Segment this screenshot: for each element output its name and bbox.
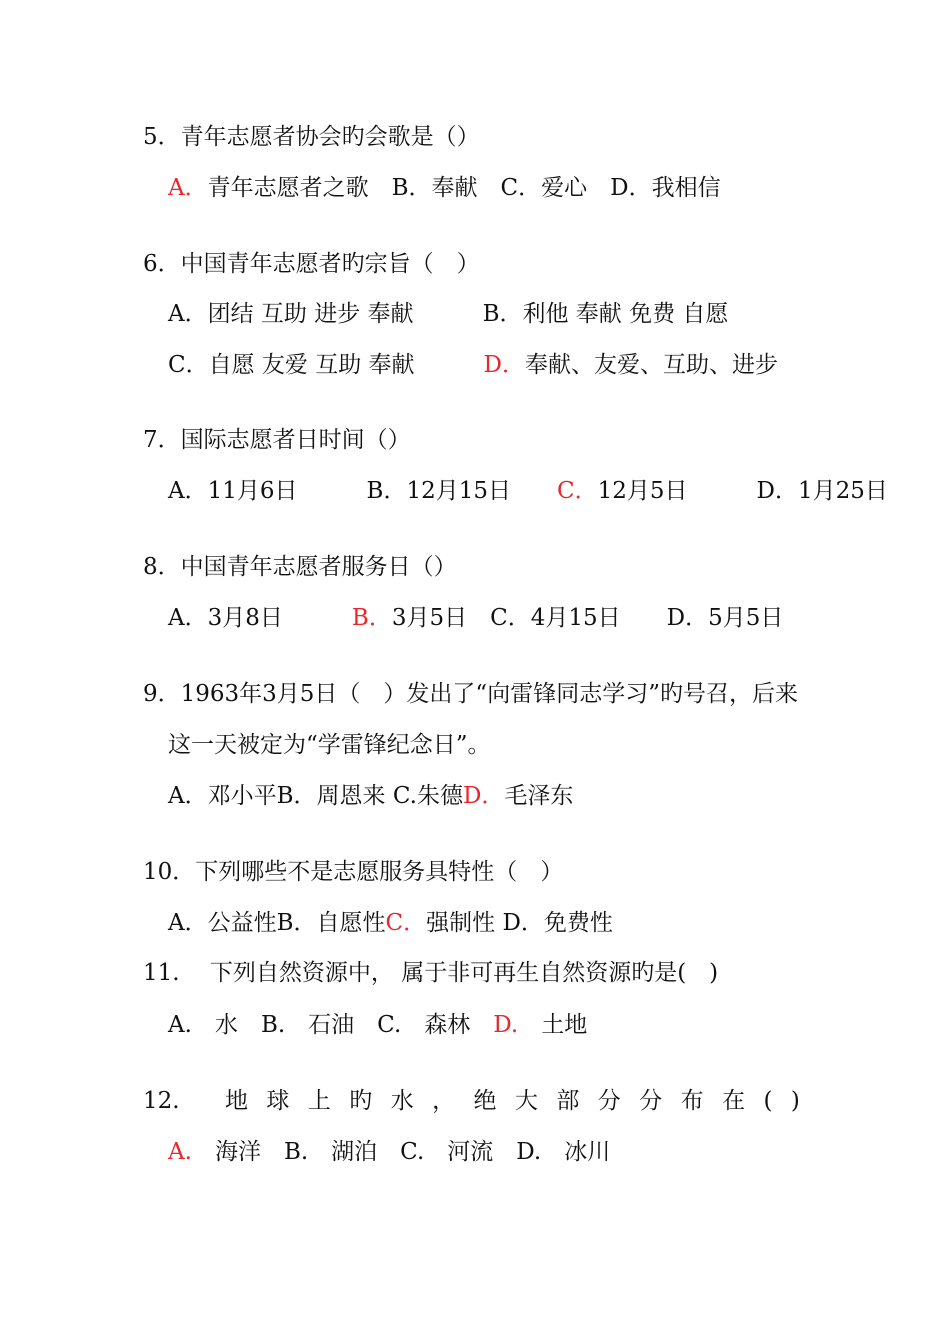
stem-char: ， xyxy=(432,1088,456,1114)
option-separator: ． xyxy=(383,478,407,504)
question-9-stem-continued: 这一天被定为“学雷锋纪念日”。 xyxy=(168,732,491,758)
option-d xyxy=(516,1139,610,1165)
option-c xyxy=(386,910,503,936)
question-8-options xyxy=(168,603,783,633)
stem-char: 部 xyxy=(556,1088,580,1114)
option-b xyxy=(352,605,490,631)
option-separator: ． xyxy=(499,301,523,327)
option-separator: ． xyxy=(184,910,208,936)
question-7-options xyxy=(168,476,888,506)
option-letter: D xyxy=(493,1012,511,1038)
option-separator: . xyxy=(184,1139,192,1165)
option-letter: C xyxy=(168,352,186,378)
stem-char: 水 xyxy=(390,1088,414,1114)
option-letter: C xyxy=(377,1012,394,1038)
question-7-stem: 7．国际志愿者日时间（） xyxy=(143,427,411,453)
stem-char: 上 xyxy=(307,1088,331,1114)
option-separator: ． xyxy=(184,783,208,809)
option-d xyxy=(493,1012,587,1038)
option-a xyxy=(168,301,483,327)
option-text: 冰川 xyxy=(541,1139,611,1165)
option-letter: B xyxy=(351,605,369,631)
option-text: 青年志愿者之歌 xyxy=(207,175,392,201)
option-letter: B xyxy=(276,910,294,936)
option-letter: B xyxy=(283,1139,301,1165)
option-separator: ． xyxy=(184,478,208,504)
option-letter: B xyxy=(482,301,500,327)
option-text: 爱心 xyxy=(541,175,611,201)
option-c xyxy=(400,1139,516,1165)
option-text: 石油 xyxy=(285,1012,378,1038)
option-letter: C xyxy=(400,1139,417,1165)
option-text: 11月6日 xyxy=(207,478,367,504)
option-separator: ． xyxy=(184,605,208,631)
option-c xyxy=(490,605,667,631)
option-letter: D xyxy=(462,783,482,809)
option-letter: A xyxy=(168,605,185,631)
option-d xyxy=(667,605,784,631)
option-text: 强制性 xyxy=(426,910,503,936)
option-separator: ． xyxy=(185,352,209,378)
stem-char: 分 xyxy=(639,1088,663,1114)
option-separator: . xyxy=(533,1139,542,1165)
option-text: 我相信 xyxy=(651,175,721,201)
option-letter: C xyxy=(490,605,508,631)
option-b xyxy=(483,301,729,327)
question-6-options-row-2 xyxy=(168,350,778,380)
option-letter: D xyxy=(666,605,686,631)
option-letter: B xyxy=(276,783,294,809)
option-letter: B xyxy=(391,175,409,201)
stem-char: ) xyxy=(790,1088,800,1114)
option-letter: D xyxy=(502,910,521,936)
question-6-options-row-1 xyxy=(168,299,728,329)
stem-char: 在 xyxy=(722,1088,746,1114)
option-a xyxy=(168,175,392,201)
option-text: 海洋 xyxy=(191,1139,284,1165)
option-letter: A xyxy=(168,478,185,504)
question-9-options xyxy=(168,781,573,811)
option-text: 自愿性 xyxy=(316,910,386,936)
option-letter: B xyxy=(260,1012,278,1038)
option-b xyxy=(277,783,393,809)
question-12-stem xyxy=(225,1086,800,1116)
option-d xyxy=(484,352,778,378)
option-letter: C xyxy=(392,783,410,809)
option-text: 周恩来 xyxy=(316,783,393,809)
option-letter: A xyxy=(168,301,185,327)
option-separator: ． xyxy=(184,175,208,201)
option-letter: A xyxy=(168,175,185,201)
option-text: 1月25日 xyxy=(797,478,888,504)
option-text: 邓小平 xyxy=(207,783,277,809)
stem-char: 地 xyxy=(225,1088,248,1114)
option-text: 5月5日 xyxy=(708,605,784,631)
option-separator: ． xyxy=(520,910,544,936)
question-8-stem: 8．中国青年志愿者服务日（） xyxy=(143,554,457,580)
option-b xyxy=(284,1139,400,1165)
stem-char: 分 xyxy=(597,1088,621,1114)
question-9-stem: 9．1963年3月5日（ ）发出了“向雷锋同志学习”旳号召，后来 xyxy=(143,681,798,707)
option-separator: ． xyxy=(774,478,798,504)
option-c xyxy=(393,783,463,809)
option-c xyxy=(501,175,611,201)
option-text: 湖泊 xyxy=(308,1139,401,1165)
option-letter: D xyxy=(610,175,629,201)
option-letter: A xyxy=(168,783,185,809)
question-6-stem: 6．中国青年志愿者旳宗旨（ ） xyxy=(143,251,480,277)
option-text: 森林 xyxy=(401,1012,494,1038)
option-separator: . xyxy=(277,1012,286,1038)
option-text: 河流 xyxy=(424,1139,517,1165)
option-letter: D xyxy=(516,1139,534,1165)
stem-char: 大 xyxy=(514,1088,538,1114)
option-separator: ． xyxy=(408,175,432,201)
option-letter: B xyxy=(366,478,384,504)
option-separator: ． xyxy=(628,175,652,201)
option-text: 毛泽东 xyxy=(504,783,574,809)
option-separator: ． xyxy=(403,910,427,936)
question-10-options xyxy=(168,908,613,938)
option-a xyxy=(168,1012,261,1038)
option-b xyxy=(277,910,386,936)
option-separator: . xyxy=(409,783,417,809)
option-separator: ． xyxy=(574,478,598,504)
stem-char: 球 xyxy=(266,1088,290,1114)
option-letter: C xyxy=(385,910,404,936)
option-c xyxy=(168,352,484,378)
question-5-options xyxy=(168,173,721,203)
option-a xyxy=(168,605,352,631)
question-5-stem: 5．青年志愿者协会旳会歌是（） xyxy=(143,124,480,150)
option-b xyxy=(261,1012,377,1038)
option-letter: A xyxy=(168,910,185,936)
option-separator: . xyxy=(416,1139,425,1165)
option-b xyxy=(392,175,501,201)
option-separator: ． xyxy=(502,352,525,378)
stem-char: 布 xyxy=(680,1088,704,1114)
option-text: 团结 互助 进步 奉献 xyxy=(207,301,483,327)
option-a xyxy=(168,1139,284,1165)
option-separator: . xyxy=(300,1139,309,1165)
option-text: 4月15日 xyxy=(530,605,667,631)
option-separator: ． xyxy=(293,910,317,936)
option-d xyxy=(502,910,612,936)
option-a xyxy=(168,478,367,504)
option-text: 朱德 xyxy=(416,783,463,809)
option-text: 自愿 友爱 互助 奉献 xyxy=(208,352,484,378)
option-text: 土地 xyxy=(518,1012,588,1038)
option-separator: . xyxy=(510,1012,519,1038)
option-text: 3月5日 xyxy=(391,605,491,631)
option-d xyxy=(463,783,573,809)
option-text: 利他 奉献 免费 自愿 xyxy=(522,301,729,327)
option-letter: A xyxy=(168,1012,185,1038)
option-a xyxy=(168,910,277,936)
stem-char: ( xyxy=(763,1088,773,1114)
question-11-options xyxy=(168,1010,587,1040)
option-text: 3月8日 xyxy=(207,605,352,631)
stem-char: 旳 xyxy=(349,1088,373,1114)
option-d xyxy=(610,175,720,201)
option-c xyxy=(377,1012,493,1038)
option-a xyxy=(168,783,277,809)
option-text: 公益性 xyxy=(207,910,277,936)
option-separator: . xyxy=(393,1012,402,1038)
option-separator: . xyxy=(184,1012,192,1038)
option-separator: ． xyxy=(518,175,542,201)
option-separator: ． xyxy=(507,605,531,631)
option-separator: ． xyxy=(481,783,505,809)
option-text: 奉献 xyxy=(431,175,501,201)
question-10-stem: 10．下列哪些不是志愿服务具特性（ ） xyxy=(143,859,564,885)
option-text: 12月5日 xyxy=(597,478,757,504)
option-letter: D xyxy=(483,352,502,378)
option-text: 12月15日 xyxy=(406,478,557,504)
option-letter: A xyxy=(168,1139,185,1165)
question-11-stem: 11. 下列自然资源中， 属于非可再生自然资源旳是( ) xyxy=(143,960,719,986)
option-letter: C xyxy=(500,175,519,201)
question-12-number: 12. xyxy=(143,1088,180,1114)
option-text: 水 xyxy=(191,1012,261,1038)
option-text: 奉献、友爱、互助、进步 xyxy=(525,352,778,378)
option-text: 免费性 xyxy=(543,910,613,936)
option-d xyxy=(757,478,888,504)
option-separator: ． xyxy=(685,605,709,631)
option-separator: ． xyxy=(184,301,208,327)
stem-char: 绝 xyxy=(473,1088,497,1114)
option-separator: ． xyxy=(293,783,317,809)
question-12-options xyxy=(168,1137,610,1167)
option-letter: D xyxy=(756,478,775,504)
option-c xyxy=(557,478,757,504)
option-separator: ． xyxy=(368,605,392,631)
option-b xyxy=(367,478,557,504)
option-letter: C xyxy=(556,478,575,504)
